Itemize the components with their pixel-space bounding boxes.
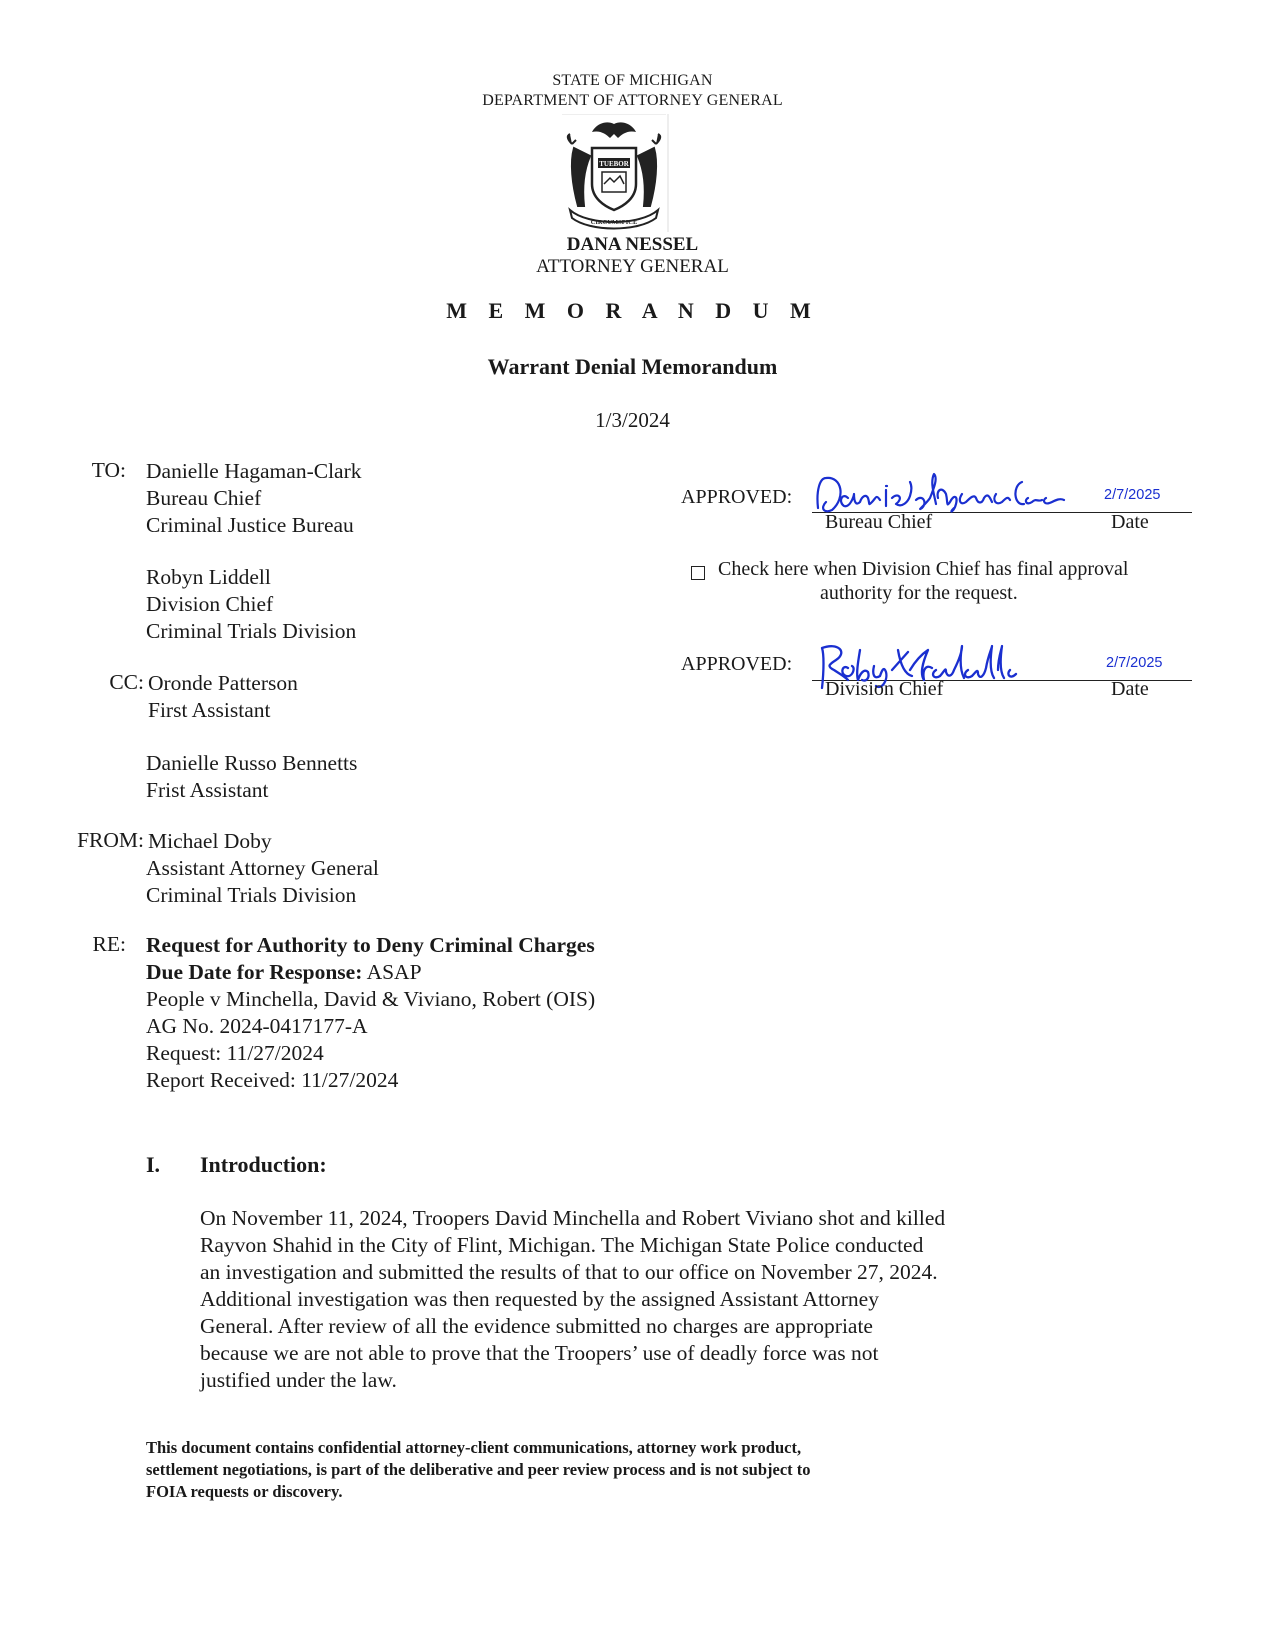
checkbox-label-line1: Check here when Division Chief has final approval <box>718 558 1129 580</box>
notice-line: This document contains confidential attorney-client communications, attorney work product, <box>146 1438 802 1457</box>
approval-label-division: APPROVED: <box>681 653 793 675</box>
introduction-paragraph <box>200 1205 945 1394</box>
recipient-name: Danielle Hagaman-Clark <box>146 459 362 483</box>
division-date-caption: Date <box>1111 678 1149 700</box>
re-block <box>146 932 595 1094</box>
division-approval-date: 2/7/2025 <box>1106 655 1163 671</box>
state-name: STATE OF MICHIGAN <box>552 72 713 89</box>
paragraph-line: an investigation and submitted the results of that to our office on November 27, 2024. <box>200 1260 938 1284</box>
seal-motto-text: CIRCUMSPICE <box>590 219 638 226</box>
final-approval-checkbox[interactable] <box>691 566 705 580</box>
paragraph-line: On November 11, 2024, Troopers David Minchella and Robert Viviano shot and killed <box>200 1206 946 1230</box>
ag-number: AG No. 2024-0417177-A <box>146 1014 368 1038</box>
checkbox-label-line2: authority for the request. <box>820 582 1018 604</box>
cc-recipient-2 <box>146 750 357 804</box>
paragraph-line: justified under the law. <box>200 1368 397 1392</box>
division-chief-caption: Division Chief <box>825 678 944 700</box>
bureau-chief-caption: Bureau Chief <box>825 511 933 533</box>
memo-date: 1/3/2024 <box>595 408 670 432</box>
notice-line: FOIA requests or discovery. <box>146 1482 343 1501</box>
recipient-unit: Criminal Trials Division <box>146 619 357 643</box>
recipient-title: Bureau Chief <box>146 486 262 510</box>
bureau-chief-signature <box>812 468 1072 516</box>
paragraph-line: because we are not able to prove that the Troopers’ use of deadly force was not <box>200 1341 879 1365</box>
memorandum-label: M E M O R A N D U M <box>446 298 819 323</box>
confidentiality-notice <box>146 1437 811 1503</box>
cc-label: CC: <box>109 670 144 694</box>
re-heading: Request for Authority to Deny Criminal Charges <box>146 933 595 957</box>
to-recipient-2 <box>146 564 356 645</box>
from-block <box>148 828 379 909</box>
case-name: People v Minchella, David & Viviano, Robert (OIS) <box>146 987 596 1011</box>
recipient-name: Danielle Russo Bennetts <box>146 751 358 775</box>
michigan-seal <box>558 114 670 234</box>
cc-recipient-1 <box>148 670 298 724</box>
memo-subject: Warrant Denial Memorandum <box>487 354 778 379</box>
attorney-general-title: ATTORNEY GENERAL <box>536 256 729 277</box>
due-date-line <box>146 959 595 986</box>
paragraph-line: Additional investigation was then requested by the assigned Assistant Attorney <box>200 1287 879 1311</box>
paragraph-line: General. After review of all the evidence submitted no charges are appropriate <box>200 1314 873 1338</box>
attorney-general-name: DANA NESSEL <box>566 234 699 255</box>
due-date-label: Due Date for Response: <box>146 960 363 984</box>
recipient-name: Oronde Patterson <box>148 671 298 695</box>
sender-name: Michael Doby <box>148 829 272 853</box>
recipient-title: First Assistant <box>148 698 271 722</box>
notice-line: settlement negotiations, is part of the deliberative and peer review process and is not subject to <box>146 1460 811 1479</box>
section-title: Introduction: <box>200 1152 327 1177</box>
sender-unit: Criminal Trials Division <box>146 883 357 907</box>
report-received-date: Report Received: 11/27/2024 <box>146 1068 399 1092</box>
to-label: TO: <box>91 458 126 482</box>
recipient-title: Division Chief <box>146 592 274 616</box>
paragraph-line: Rayvon Shahid in the City of Flint, Michigan. The Michigan State Police conducted <box>200 1233 924 1257</box>
request-date: Request: 11/27/2024 <box>146 1041 324 1065</box>
recipient-title: Frist Assistant <box>146 778 269 802</box>
due-date-value: ASAP <box>366 960 422 984</box>
to-recipient-1 <box>146 458 362 539</box>
recipient-unit: Criminal Justice Bureau <box>146 513 354 537</box>
section-number: I. <box>146 1152 161 1177</box>
seal-banner-text: TUEBOR <box>599 160 629 168</box>
recipient-name: Robyn Liddell <box>146 565 271 589</box>
re-label: RE: <box>92 932 126 956</box>
bureau-approval-date: 2/7/2025 <box>1104 487 1161 503</box>
from-label: FROM: <box>77 828 144 852</box>
department-name: DEPARTMENT OF ATTORNEY GENERAL <box>482 92 783 109</box>
approval-label-bureau: APPROVED: <box>681 486 793 508</box>
bureau-date-caption: Date <box>1111 511 1149 533</box>
sender-title: Assistant Attorney General <box>146 856 379 880</box>
